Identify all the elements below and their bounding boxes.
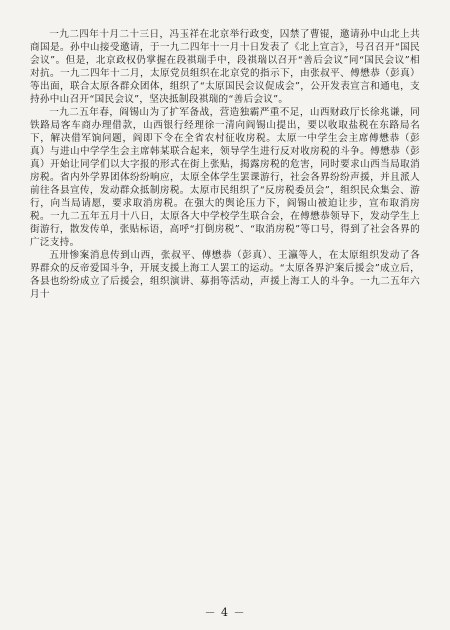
paragraph-3: 五卅惨案消息传到山西，张叔平、傅懋恭（彭真）、王瀛等人，在太原组织发动了各界群众的反帝爱国斗争，开展支援上海工人罢工的运动。“太原各界沪案后援会”成立后，各县也纷纷成立了后援会，组织演讲、募捐等活动，声援上海工人的斗争。一九二五年六月十 [30,250,420,300]
paragraph-1: 一九二四年十月二十三日，冯玉祥在北京举行政变，囚禁了曹锟，邀请孙中山北上共商国是。孙中山接受邀请，于一九二四年十一月十日发表了《北上宣言》，号召召开“国民会议”。但是，北京政权仍掌握在段祺瑞手中，段祺瑞以召开“善后会议”同“国民会议”相对抗。一九二四年十二月，太原党员组织在北京党的指示下，由张叔平、傅懋恭（彭真）等出面，联合太原各群众团体，组织了“太原国民会议促成会”，公开发表宣言和通电，支持孙中山召开“国民会议”，坚决抵制段祺瑞的“善后会议”。 [30,29,420,105]
paragraph-2: 一九二五年春，阎锡山为了扩军备战，营造独霸严重不足，山西财政厅长徐兆谦，同铁路局客车商办理借款，山西银行经理徐一清向阎锡山提出，要以收取盐税在东路局名下，解决借军饷问题，阎即下令在全省农村征收房税。太原一中学生会主席傅懋恭（彭真）与进山中学学生会主席韩某联合起来，领导学生进行反对收房税的斗争。傅懋恭（彭真）开始让同学们以大字报的形式在街上张贴，揭露房税的危害，同时要求山西当局取消房税。省内外学界团体纷纷响应，太原全体学生罢课游行，社会各界纷纷声援，并且派人前往各县宣传，发动群众抵制房税。太原市民组织了“反房税委员会”，组织民众集会、游行，向当局请愿，要求取消房税。在强大的舆论压力下，阎锡山被迫让步，宣布取消房税。一九二五年五月十八日，太原各大中学校学生联合会，在傅懋恭领导下，发动学生上街游行，散发传单，张贴标语，高呼“打倒房税”、“取消房税”等口号，得到了社会各界的广泛支持。 [30,107,420,248]
page-number: － 4 － [204,606,246,619]
